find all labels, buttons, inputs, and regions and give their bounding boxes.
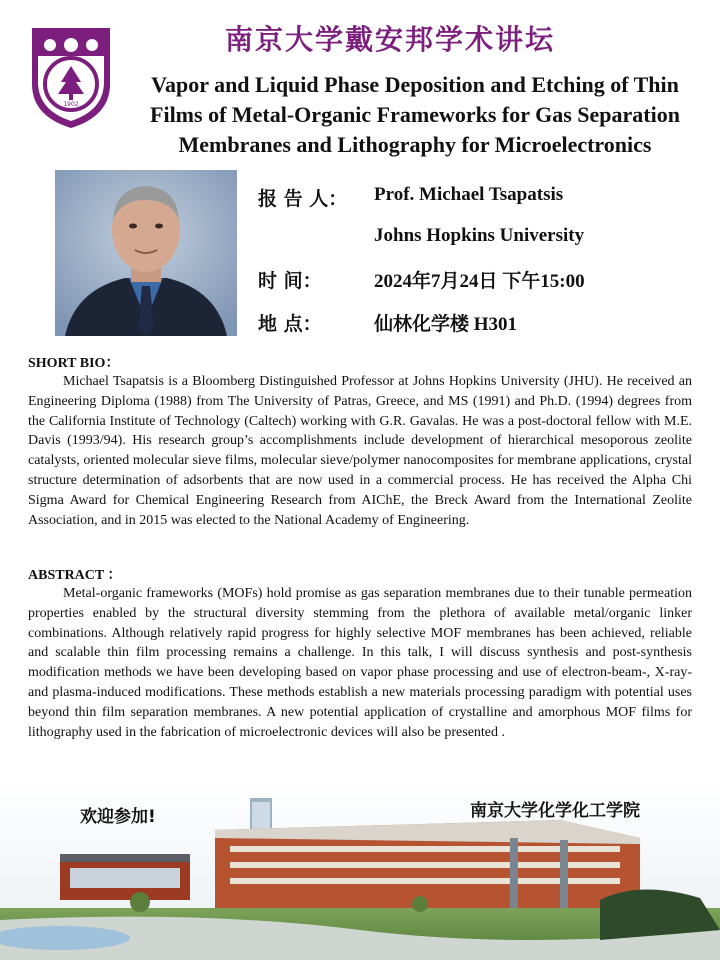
- welcome-text: 欢迎参加!: [80, 807, 156, 827]
- abstract-text: Metal-organic frameworks (MOFs) hold promise as gas separation membranes due to their tunable permeation properties enabled by the structural diversity stemming from the plethora of available metal/organic linker combinations. Although relatively rapid progress for highly selective MOF membranes has been achieved, reliable and scalable thin film processing remains a challenge. In this talk, I will discuss synthesis and post-synthesis modification methods we have been developing based on vapor phase processing and use of electron-beam-, X-ray- and plasma-induced modifications. These methods establish a new materials processing paradigm with potential uses beyond thin film separation membranes. A new potential application of crystalline and amorphous MOF films for lithography used in the fabrication of microelectronic devices will also be presented .: [28, 586, 692, 740]
- university-seal-icon: [28, 24, 114, 132]
- place-label: 地 点：: [258, 313, 322, 335]
- college-name: 南京大学化学化工学院: [470, 801, 640, 821]
- svg-text:1902: 1902: [63, 101, 79, 108]
- time-label: 时 间：: [258, 270, 322, 292]
- talk-title-line: Vapor and Liquid Phase Deposition and Etching of Thin: [151, 72, 679, 97]
- reporter-label: 报 告 人：: [258, 188, 348, 210]
- talk-title-line: Films of Metal-Organic Frameworks for Gas Separation: [150, 102, 680, 127]
- talk-title: [118, 70, 712, 160]
- lecture-series-title: 南京大学戴安邦学术讲坛: [224, 23, 555, 56]
- bio-heading: SHORT BIO：: [28, 356, 120, 371]
- abstract-heading: ABSTRACT ：: [28, 568, 122, 583]
- speaker-name: Prof. Michael Tsapatsis: [374, 184, 564, 205]
- place-value: 仙林化学楼 H301: [374, 314, 518, 335]
- bio-text: Michael Tsapatsis is a Bloomberg Distinguished Professor at Johns Hopkins University (JHU). He received an Engineering Diploma (1988) from The University of Patras, Greece, and MS (1991) and Ph.D. (1994) degrees from the California Institute of Technology (Caltech) working with G.R. Gavalas. He was a post-doctoral fellow with M.E. Davis (1993/94). His research group’s accomplishments include development of hierarchical mesoporous zeolite catalysts, oriented molecular sieve films, molecular sieve/polymer nanocomposites for membrane applications, crystal structure determination of adsorbents that are now used in a commercial process. He has received the Alpha Chi Sigma Award for Chemical Engineering Research from AIChE, the Breck Award from the International Zeolite Association, and in 2015 was elected to the National Academy of Engineering.: [28, 374, 692, 528]
- time-value: 2024年7月24日 下午15:00: [374, 271, 585, 292]
- speaker-photo: [55, 170, 237, 336]
- speaker-affiliation: Johns Hopkins University: [374, 225, 585, 246]
- talk-title-line: Membranes and Lithography for Microelectronics: [178, 132, 652, 157]
